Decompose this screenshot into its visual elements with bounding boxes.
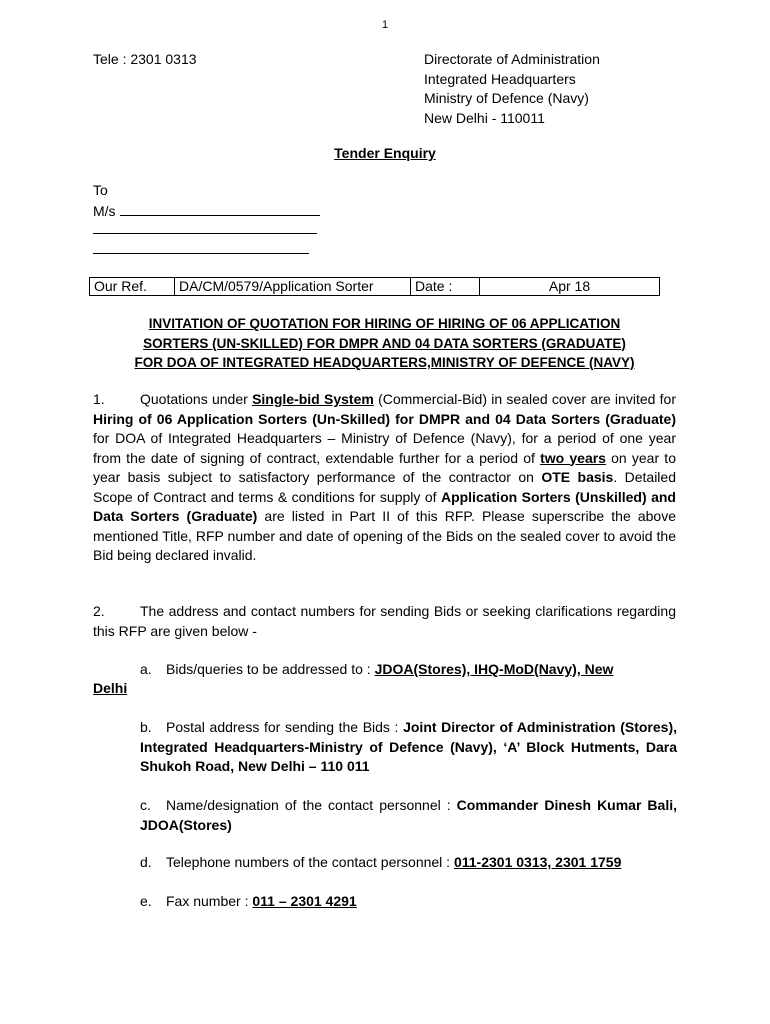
text: are listed in Part II of this RFP. Please superscribe the above mentioned Title, RFP number and date of opening of the Bids on the sealed cover to avoid the Bid being declared invalid.: [93, 508, 676, 563]
our-ref-value: DA/CM/0579/Application Sorter: [175, 278, 411, 296]
text: Bids/queries to be addressed to :: [166, 661, 375, 677]
heading-line: FOR DOA OF INTEGRATED HEADQUARTERS,MINISTRY OF DEFENCE (NAVY): [134, 355, 635, 370]
blank-line: [93, 233, 317, 234]
item-a: [140, 660, 677, 680]
text: The address and contact numbers for sending Bids or seeking clarifications regarding this RFP are given below -: [93, 603, 676, 639]
text: Quotations under: [140, 391, 253, 407]
bold-text: 011 – 2301 4291: [252, 893, 357, 909]
text: Name/designation of the contact personnel :: [166, 797, 457, 813]
address-line: Directorate of Administration: [424, 51, 600, 67]
document-title: Tender Enquiry: [334, 145, 436, 161]
bold-text: JDOA(Stores), IHQ-MoD(Navy), New: [374, 661, 614, 677]
text: Postal address for sending the Bids :: [166, 719, 404, 735]
text: on year to year basis subject to satisfactory performance of the contractor on: [93, 449, 676, 485]
blank-line: [120, 201, 320, 216]
item-label: d.: [140, 854, 152, 870]
recipient-block: [93, 181, 320, 221]
item-b: [140, 718, 677, 777]
heading-line: SORTERS (UN-SKILLED) FOR DMPR AND 04 DATA SORTERS (GRADUATE): [143, 335, 626, 351]
text: (Commercial-Bid) in sealed cover are invited for: [373, 391, 677, 407]
item-a-continuation: Delhi: [93, 680, 128, 696]
ms-label: M/s: [93, 202, 116, 219]
address-line: New Delhi - 110011: [424, 109, 545, 126]
date-value: Apr 18: [480, 278, 660, 296]
text: Fax number :: [166, 893, 253, 909]
bold-text: Hiring of 06 Application Sorters (Un-Skilled) for DMPR and 04 Data Sorters (Graduate): [93, 410, 676, 427]
para-number: 1.: [93, 391, 105, 407]
text: Telephone numbers of the contact personnel :: [166, 854, 454, 870]
blank-line: [93, 253, 309, 254]
paragraph-1: [93, 390, 676, 566]
bold-text: OTE basis: [541, 469, 614, 485]
sender-address: [424, 50, 600, 128]
paragraph-2: [93, 602, 676, 641]
bold-text: Joint Director of Administration (Stores), Integrated Headquarters-Ministry of Defence (Navy), ‘A’ Block Hutments, Dara Shukoh Road, New Delhi – 110 011: [140, 719, 677, 774]
bold-text: Commander Dinesh Kumar Bali, JDOA(Stores): [140, 797, 678, 833]
address-line: Integrated Headquarters: [424, 70, 576, 87]
bold-text: Single-bid System: [252, 391, 374, 407]
telephone-line: Tele : 2301 0313: [93, 51, 197, 67]
text: for DOA of Integrated Headquarters – Ministry of Defence (Navy), for a period of one year from the date of signing of contract, extendable further for a period of: [93, 430, 676, 466]
to-label: To: [93, 182, 108, 198]
address-line: Ministry of Defence (Navy): [424, 90, 589, 106]
item-d: [140, 853, 677, 873]
item-c: [140, 796, 677, 835]
our-ref-label: Our Ref.: [90, 278, 175, 296]
reference-table: [89, 277, 660, 296]
date-label: Date :: [411, 278, 480, 296]
item-label: a.: [140, 661, 152, 677]
bold-text: 011-2301 0313, 2301 1759: [453, 854, 622, 870]
text: . Detailed Scope of Contract and terms & conditions for supply of: [93, 469, 676, 505]
item-label: c.: [140, 797, 151, 813]
reference-row: [90, 278, 660, 296]
bold-text: Application Sorters (Unskilled) and Data Sorters (Graduate): [93, 488, 676, 524]
ms-line: [93, 201, 320, 222]
bold-text: two years: [540, 449, 606, 466]
page-number: 1: [381, 19, 389, 31]
heading-line: INVITATION OF QUOTATION FOR HIRING OF HIRING OF 06 APPLICATION: [148, 316, 621, 331]
item-label: e.: [140, 893, 152, 909]
item-e: [140, 892, 677, 912]
para-number: 2.: [93, 603, 105, 619]
item-label: b.: [140, 719, 152, 735]
subject-heading: [89, 314, 680, 373]
